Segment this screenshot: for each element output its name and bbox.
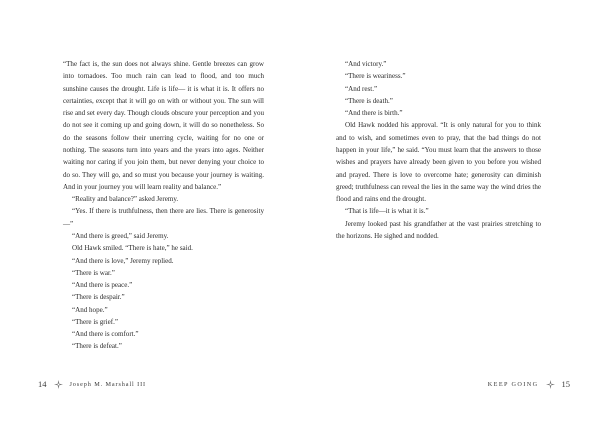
paragraph: Old Hawk nodded his approval. “It is only natural for you to think and to wish, and sometimes even to pray, that the bad things do not happen in your life,” he said. “You must learn that the answers to those wishes and prayers have already been given to you before you wished and prayed. There is love to overcome hate; generosity can diminish greed; truthfulness can reveal the lies in the same way the wind dries the flood and rains end the drought. (336, 121, 541, 204)
paragraph: “And there is love,” Jeremy replied. (72, 256, 174, 265)
paragraph: “And rest.” (345, 84, 378, 93)
paragraph: “And there is birth.” (345, 109, 403, 118)
four-point-star-ornament-icon (54, 380, 63, 389)
left-text-column (63, 58, 264, 353)
paragraph: “The fact is, the sun does not always shine. Gentle breezes can grow into tornadoes. Too much rain can lead to flood, and too much sunshine causes the drought. Life is life— it is what it is. It offers no certainties, except that it will go on with or without you. The sun will rise and set every day. Though clouds obscure your perception and you do not see it coming up and going down, it will do so nonetheless. So do the seasons follow their unerring cycle, waiting for no one or nothing. The seasons turn into years and the years into ages. Neither waiting nor caring if you join them, but never denying your choice to do so. They will go, and so must you because your journey is waiting. And in your journey you will learn reality and balance.” (63, 60, 264, 191)
paragraph: Jeremy looked past his grandfather at the vast prairies stretching to the horizons. He sighed and nodded. (336, 219, 541, 240)
paragraph: “There is weariness.” (345, 72, 406, 81)
page-number: 15 (561, 379, 570, 389)
paragraph: “There is grief.” (72, 317, 118, 326)
paragraph: Old Hawk smiled. “There is hate,” he said. (72, 244, 193, 253)
paragraph: “There is war.” (72, 268, 115, 277)
paragraph: “Reality and balance?” asked Jeremy. (72, 195, 179, 204)
page-number: 14 (38, 379, 47, 389)
paragraph: “And there is comfort.” (72, 330, 139, 339)
paragraph: “There is defeat.” (72, 342, 122, 351)
right-page (300, 0, 600, 427)
paragraph: “And there is greed,” said Jeremy. (72, 231, 169, 240)
left-folio (38, 379, 146, 389)
paragraph: “That is life—it is what it is.” (345, 207, 429, 216)
paragraph: “And victory.” (345, 60, 387, 68)
paragraph: “There is death.” (345, 96, 393, 105)
paragraph: “And there is peace.” (72, 281, 133, 290)
right-text-column (336, 58, 541, 242)
paragraph: “Yes. If there is truthfulness, then there are lies. There is generosity—” (63, 207, 264, 228)
running-head-title: KEEP GOING (487, 380, 539, 388)
running-head-author: Joseph M. Marshall III (69, 380, 147, 388)
right-folio (488, 379, 570, 389)
paragraph: “There is despair.” (72, 293, 125, 302)
paragraph: “And hope.” (72, 305, 108, 314)
four-point-star-ornament-icon (546, 380, 555, 389)
